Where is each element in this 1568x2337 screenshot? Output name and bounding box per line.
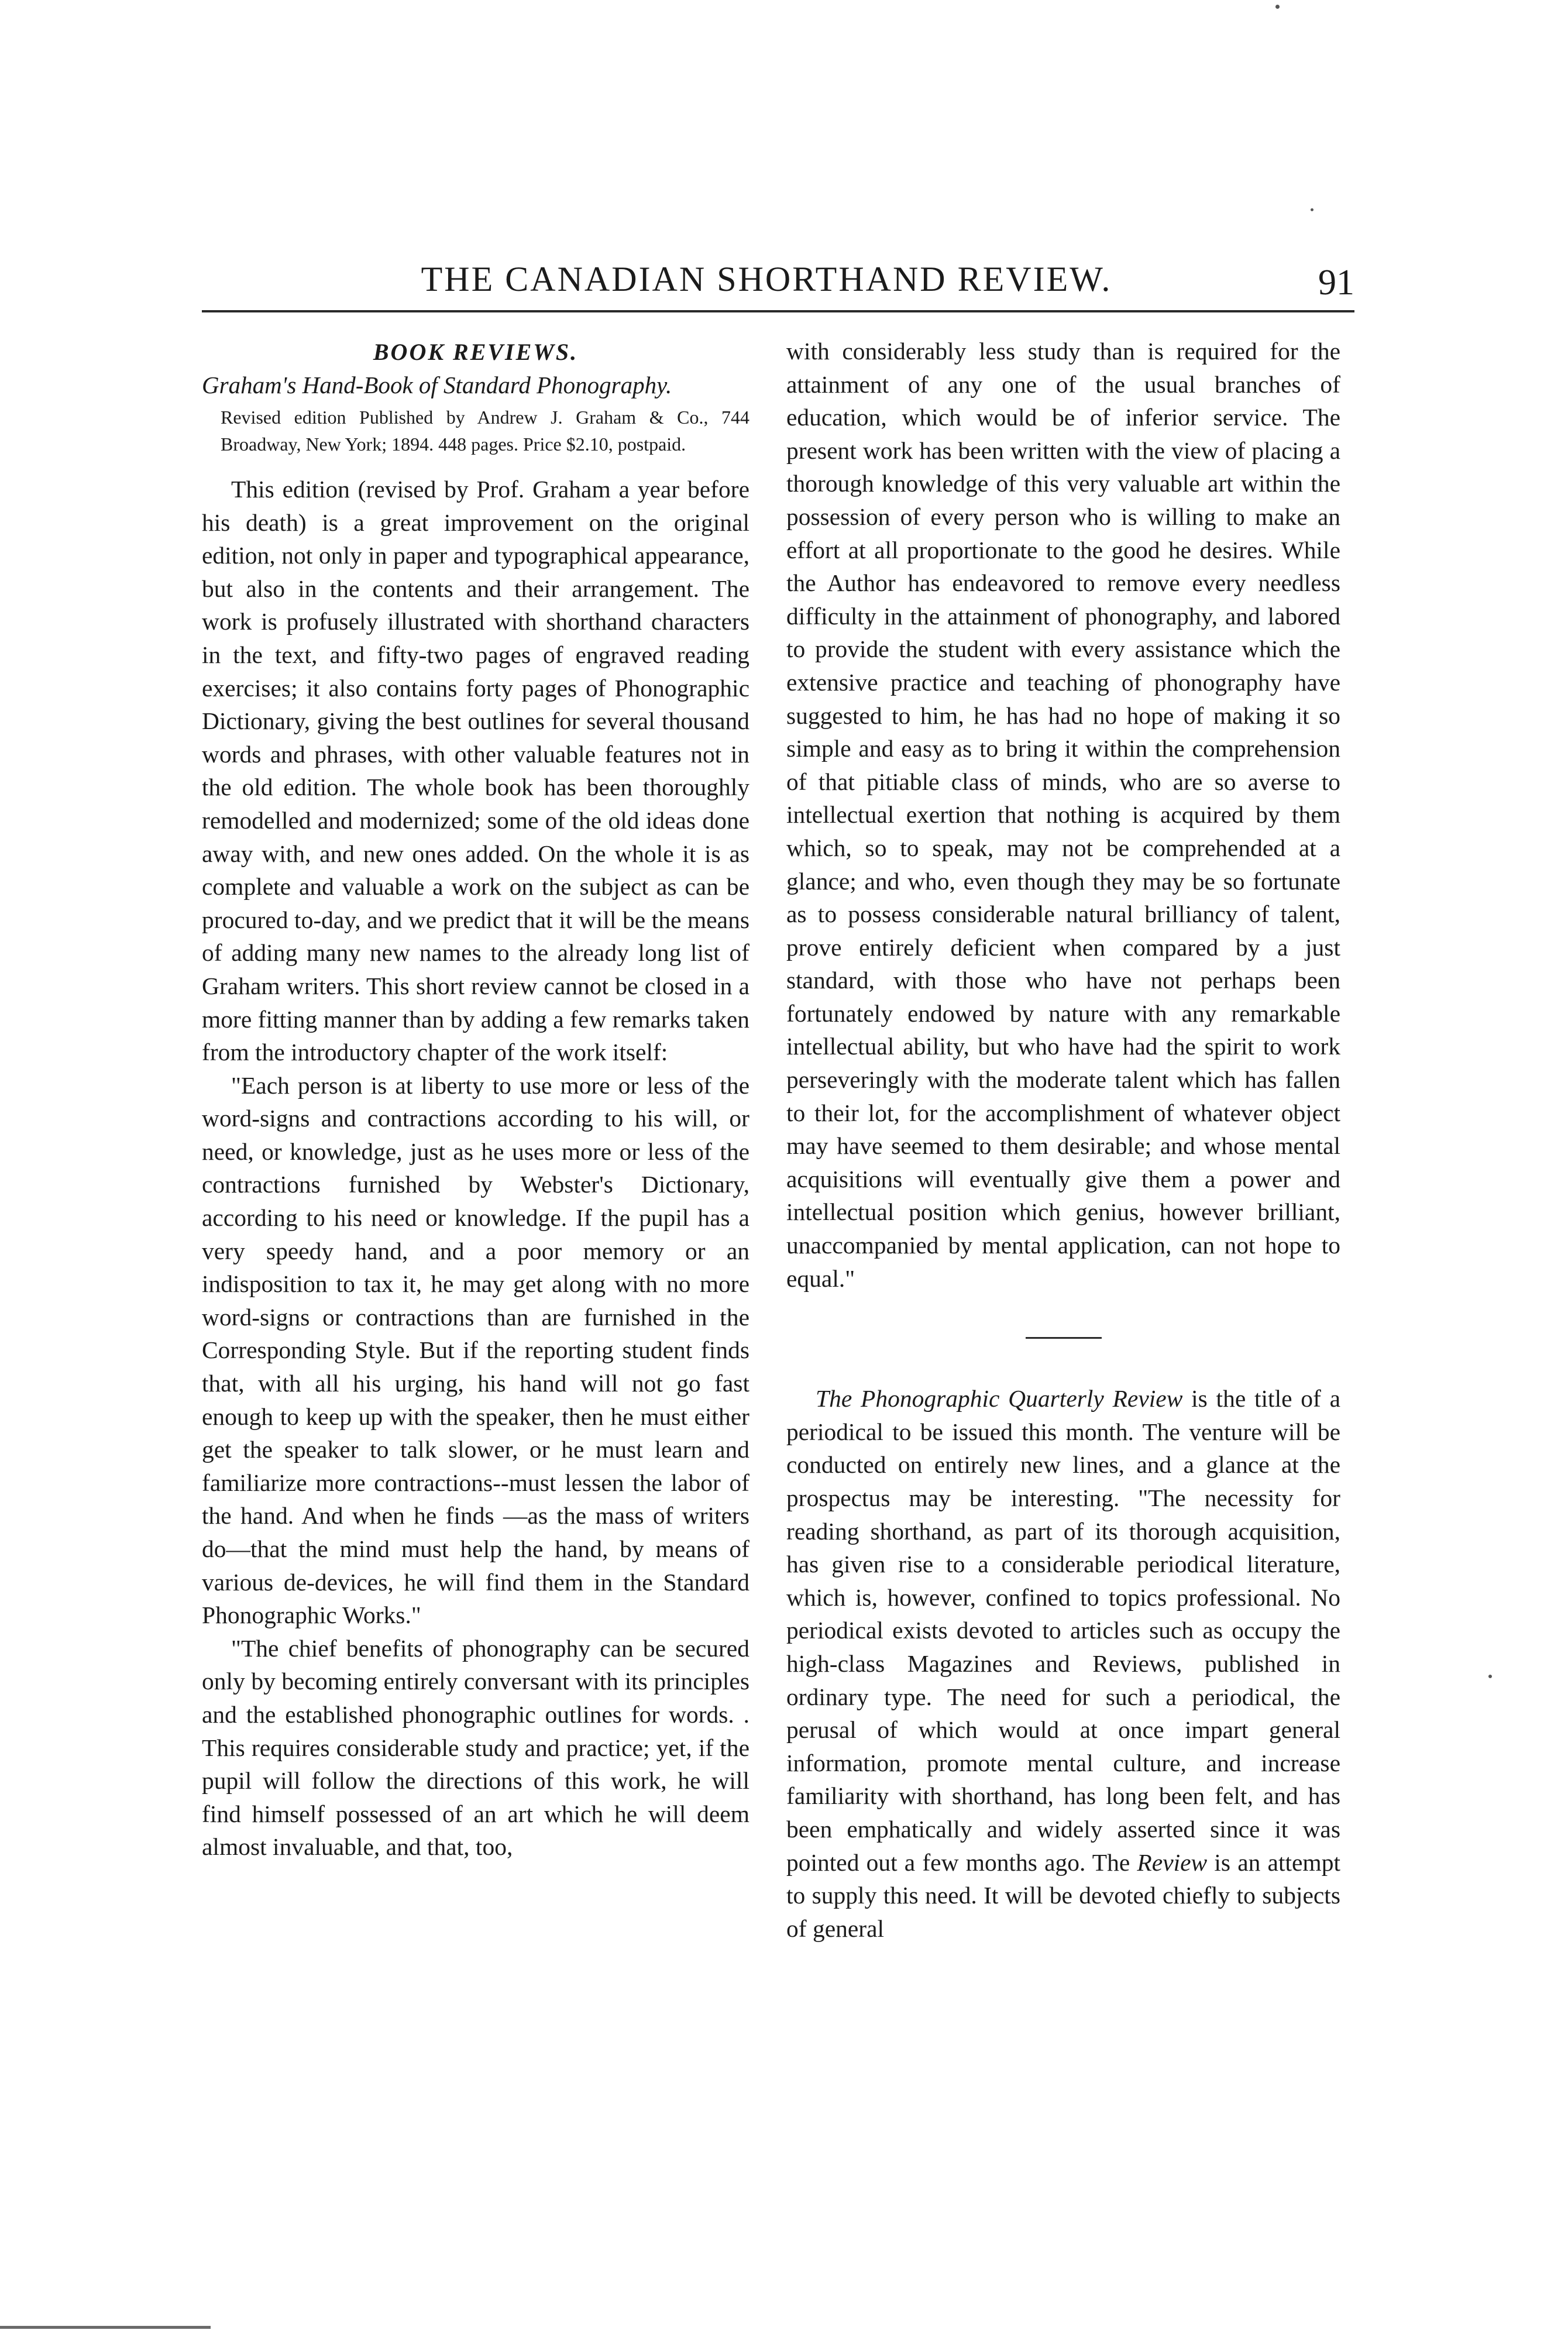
publication-info: Revised edition Published by Andrew J. Graham & Co., 744 Broadway, New York; 1894. 448 pages. Price $2.10, postpaid. xyxy=(221,407,749,455)
section-divider xyxy=(1026,1337,1102,1339)
book-title: Graham's Hand-Book of Standard Phonography. xyxy=(202,372,672,398)
right-column xyxy=(786,335,1340,1945)
review-text: is the title of a periodical to be issued this month. The venture will be conducted on entirely new lines, and a glance at the prospectus may be interesting. "The necessity for reading shorthand, as part of its thorough acquisition, has given rise to a considerable periodical literature, which is, however, confined to topics professional. No periodical exists devoted to articles such as occupy the high-class Magazines and Reviews, published in ordinary type. The need for such a periodical, the perusal of which would at once impart general information, promote mental culture, and increase familiarity with shorthand, has long been felt, and has been emphatically and widely asserted since it was pointed out a few months ago. The xyxy=(786,1385,1340,1876)
scan-speck xyxy=(1311,208,1313,211)
scan-speck xyxy=(1275,5,1280,9)
continued-paragraph: with considerably less study than is required for the attainment of any one of the usual branches of education, which would be of inferior service. The present work has been written with the view of placing a thorough knowledge of this very valuable art within the possession of every person who is willing to make an effort at all proportionate to the good he desires. While the Author has endeavored to remove every needless difficulty in the attainment of phonography, and labored to provide the student with every assistance which the extensive practice and teaching of phonography have suggested to him, he has had no hope of making it so simple and easy as to bring it within the comprehension of that pitiable class of minds, who are so averse to intellectual exertion that nothing is acquired by them which, so to speak, may not be comprehended at a glance; and who, even though they may be so fortunate as to possess considerable natural brilliancy of talent, prove entirely deficient when compared by a just standard, with those who have not perhaps been fortunately endowed by nature with any remarkable intellectual ability, but who have had the spirit to work perseveringly with the moderate talent which has fallen to their lot, for the accomplishment of whatever object may have seemed to them desirable; and whose mental acquisitions will eventually give them a power and intellectual position which genius, however brilliant, unaccompanied by mental application, can not hope to equal." xyxy=(786,338,1340,1292)
section-heading: BOOK REVIEWS. xyxy=(373,339,579,365)
review-text: is an attempt to supply this need. It will be devoted chiefly to subjects of general xyxy=(786,1848,1340,1942)
scan-edge xyxy=(0,2326,211,2329)
quote-paragraph: "Each person is at liberty to use more or less of the word-signs and contractions according to his will, or need, or knowledge, just as he uses more or less of the contractions furnished by Webster's Dictionary, according to his need or knowledge. If the pupil has a very speedy hand, and a poor memory or an indisposition to tax it, he may get along with no more word-signs or contractions than are furnished in the Corresponding Style. But if the reporting student finds that, with all his urging, his hand will not go fast enough to keep up with the speaker, then he must either get the speaker to talk slower, or he must learn and familiarize more contractions--must lessen the labor of the hand. And when he finds —as the mass of writers do—that the mind must help the hand, by means of various de-devices, he will find them in the Standard Phonographic Works." xyxy=(202,1071,749,1629)
header-rule xyxy=(202,310,1354,312)
quote-paragraph: "The chief benefits of phonography can be secured only by becoming entirely conversant with its principles and the established phonographic outlines for words. . This requires considerable study and practice; yet, if the pupil will follow the directions of this work, he will find himself possessed of an art which he will deem almost invaluable, and that, too, xyxy=(202,1634,749,1861)
page-number: 91 xyxy=(1318,263,1354,303)
scan-speck xyxy=(1488,1675,1492,1678)
running-head xyxy=(202,256,1354,308)
left-column xyxy=(202,335,749,1864)
running-title: THE CANADIAN SHORTHAND REVIEW. xyxy=(421,260,1112,298)
review-word: Review xyxy=(1137,1848,1208,1876)
review-paragraph: This edition (revised by Prof. Graham a year before his death) is a great improvement on the original edition, not only in paper and typographical appearance, but also in the contents and their arrangement. The work is profusely illustrated with shorthand characters in the text, and fifty-two pages of engraved reading exercises; it also contains forty pages of Phonographic Dictionary, giving the best outlines for several thousand words and phrases, with other valuable features not in the old edition. The whole book has been thoroughly remodelled and modernized; some of the old ideas done away with, and new ones added. On the whole it is as complete and valuable a work on the subject as can be procured to-day, and we predict that it will be the means of adding many new names to the already long list of Graham writers. This short review cannot be closed in a more fitting manner than by adding a few remarks taken from the introductory chapter of the work itself: xyxy=(202,476,749,1066)
periodical-title: The Phonographic Quarterly Review xyxy=(816,1385,1183,1412)
review-paragraph xyxy=(786,1382,1340,1945)
